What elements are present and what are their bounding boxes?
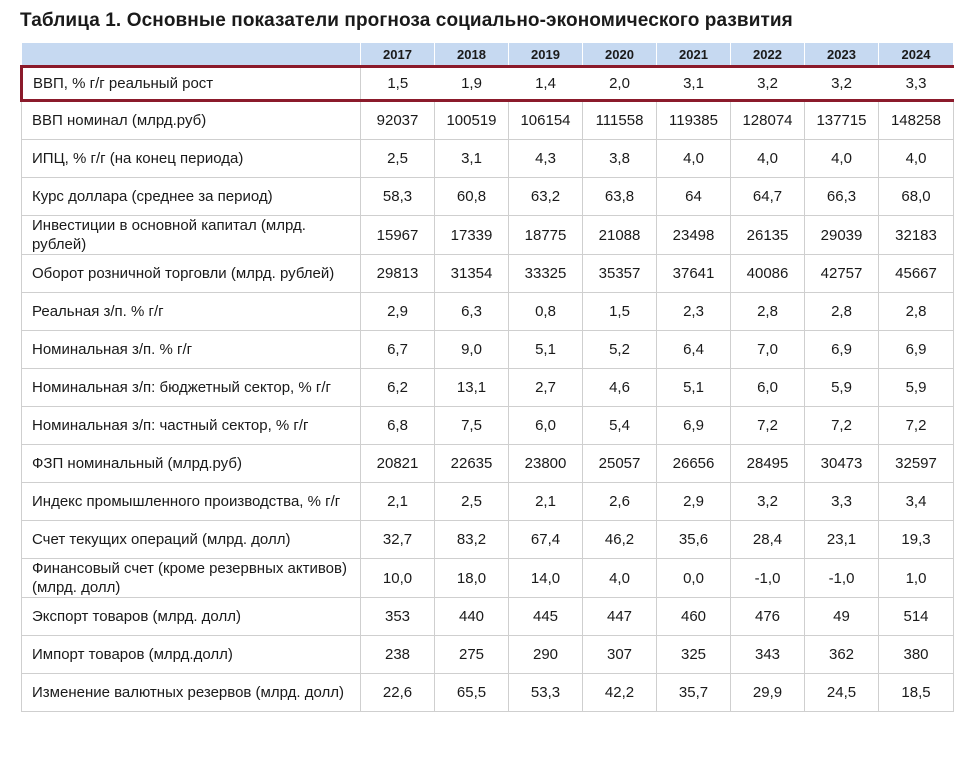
value-cell: 3,4: [879, 483, 954, 521]
value-cell: 4,3: [509, 140, 583, 178]
table-row: [22, 483, 954, 521]
value-cell: 83,2: [435, 521, 509, 559]
header-year-2023: 2023: [805, 43, 879, 67]
table-row: [22, 293, 954, 331]
value-cell: 58,3: [361, 178, 435, 216]
value-cell: 3,1: [435, 140, 509, 178]
table-row: [22, 369, 954, 407]
value-cell: 45667: [879, 255, 954, 293]
value-cell: 2,5: [435, 483, 509, 521]
value-cell: 148258: [879, 101, 954, 140]
table-row: [22, 101, 954, 140]
value-cell: 6,9: [879, 331, 954, 369]
value-cell: 3,3: [879, 67, 954, 101]
value-cell: 68,0: [879, 178, 954, 216]
value-cell: 380: [879, 636, 954, 674]
table-row: [22, 67, 954, 101]
value-cell: 30473: [805, 445, 879, 483]
value-cell: 1,4: [509, 67, 583, 101]
value-cell: 6,8: [361, 407, 435, 445]
value-cell: 26135: [731, 216, 805, 255]
table-row: [22, 140, 954, 178]
value-cell: 26656: [657, 445, 731, 483]
value-cell: 4,0: [879, 140, 954, 178]
value-cell: 29039: [805, 216, 879, 255]
value-cell: 35,6: [657, 521, 731, 559]
value-cell: 19,3: [879, 521, 954, 559]
row-label: Экспорт товаров (млрд. долл): [22, 598, 361, 636]
value-cell: 6,0: [509, 407, 583, 445]
value-cell: 40086: [731, 255, 805, 293]
value-cell: 1,0: [879, 559, 954, 598]
value-cell: 275: [435, 636, 509, 674]
row-label: Оборот розничной торговли (млрд. рублей): [22, 255, 361, 293]
table-row: [22, 445, 954, 483]
value-cell: 6,0: [731, 369, 805, 407]
value-cell: 514: [879, 598, 954, 636]
value-cell: 20821: [361, 445, 435, 483]
row-label: Счет текущих операций (млрд. долл): [22, 521, 361, 559]
value-cell: 2,0: [583, 67, 657, 101]
value-cell: 7,5: [435, 407, 509, 445]
value-cell: 92037: [361, 101, 435, 140]
table-row: [22, 178, 954, 216]
row-label: Номинальная з/п. % г/г: [22, 331, 361, 369]
value-cell: 290: [509, 636, 583, 674]
value-cell: 7,2: [879, 407, 954, 445]
value-cell: 22,6: [361, 674, 435, 712]
value-cell: 22635: [435, 445, 509, 483]
value-cell: 5,9: [879, 369, 954, 407]
value-cell: 63,8: [583, 178, 657, 216]
value-cell: 476: [731, 598, 805, 636]
table-row: [22, 636, 954, 674]
value-cell: 6,9: [805, 331, 879, 369]
table-row: [22, 598, 954, 636]
value-cell: 25057: [583, 445, 657, 483]
row-label: Реальная з/п. % г/г: [22, 293, 361, 331]
row-label: Финансовый счет (кроме резервных активов) (млрд. долл): [22, 559, 361, 598]
header-year-2017: 2017: [361, 43, 435, 67]
value-cell: 1,5: [361, 67, 435, 101]
value-cell: 128074: [731, 101, 805, 140]
value-cell: 325: [657, 636, 731, 674]
value-cell: 2,8: [879, 293, 954, 331]
value-cell: 5,2: [583, 331, 657, 369]
value-cell: 14,0: [509, 559, 583, 598]
row-label: ИПЦ, % г/г (на конец периода): [22, 140, 361, 178]
row-label: Номинальная з/п: бюджетный сектор, % г/г: [22, 369, 361, 407]
value-cell: 29813: [361, 255, 435, 293]
value-cell: 111558: [583, 101, 657, 140]
value-cell: 362: [805, 636, 879, 674]
value-cell: 5,1: [509, 331, 583, 369]
value-cell: 2,6: [583, 483, 657, 521]
value-cell: 5,9: [805, 369, 879, 407]
value-cell: 2,5: [361, 140, 435, 178]
value-cell: 28495: [731, 445, 805, 483]
value-cell: 3,2: [805, 67, 879, 101]
value-cell: 137715: [805, 101, 879, 140]
value-cell: 32,7: [361, 521, 435, 559]
value-cell: 18,5: [879, 674, 954, 712]
value-cell: 21088: [583, 216, 657, 255]
value-cell: 18,0: [435, 559, 509, 598]
value-cell: 67,4: [509, 521, 583, 559]
value-cell: 0,0: [657, 559, 731, 598]
value-cell: 1,5: [583, 293, 657, 331]
row-label: Изменение валютных резервов (млрд. долл): [22, 674, 361, 712]
value-cell: 445: [509, 598, 583, 636]
value-cell: 53,3: [509, 674, 583, 712]
value-cell: 1,9: [435, 67, 509, 101]
value-cell: 31354: [435, 255, 509, 293]
value-cell: 60,8: [435, 178, 509, 216]
header-year-2020: 2020: [583, 43, 657, 67]
value-cell: 6,4: [657, 331, 731, 369]
value-cell: 238: [361, 636, 435, 674]
value-cell: 353: [361, 598, 435, 636]
value-cell: 440: [435, 598, 509, 636]
value-cell: 4,0: [657, 140, 731, 178]
value-cell: 7,2: [805, 407, 879, 445]
value-cell: 3,3: [805, 483, 879, 521]
value-cell: 49: [805, 598, 879, 636]
value-cell: 3,2: [731, 483, 805, 521]
value-cell: 343: [731, 636, 805, 674]
value-cell: 0,8: [509, 293, 583, 331]
value-cell: 100519: [435, 101, 509, 140]
value-cell: 10,0: [361, 559, 435, 598]
table-row: [22, 216, 954, 255]
row-label: ВВП номинал (млрд.руб): [22, 101, 361, 140]
value-cell: 64: [657, 178, 731, 216]
table-row: [22, 407, 954, 445]
header-year-2022: 2022: [731, 43, 805, 67]
header-year-2019: 2019: [509, 43, 583, 67]
value-cell: 4,6: [583, 369, 657, 407]
value-cell: 7,0: [731, 331, 805, 369]
value-cell: 64,7: [731, 178, 805, 216]
header-year-2024: 2024: [879, 43, 954, 67]
value-cell: 460: [657, 598, 731, 636]
table-row: [22, 674, 954, 712]
value-cell: 37641: [657, 255, 731, 293]
row-label: ФЗП номинальный (млрд.руб): [22, 445, 361, 483]
value-cell: 42,2: [583, 674, 657, 712]
value-cell: 5,1: [657, 369, 731, 407]
value-cell: 6,3: [435, 293, 509, 331]
value-cell: 3,8: [583, 140, 657, 178]
value-cell: 119385: [657, 101, 731, 140]
value-cell: 23800: [509, 445, 583, 483]
value-cell: 4,0: [583, 559, 657, 598]
value-cell: 4,0: [805, 140, 879, 178]
value-cell: 4,0: [731, 140, 805, 178]
row-label: Импорт товаров (млрд.долл): [22, 636, 361, 674]
value-cell: 3,1: [657, 67, 731, 101]
value-cell: 23,1: [805, 521, 879, 559]
value-cell: 106154: [509, 101, 583, 140]
page-title: Таблица 1. Основные показатели прогноза социально-экономического развития: [20, 10, 793, 31]
value-cell: 2,8: [805, 293, 879, 331]
header-label-cell: [22, 43, 361, 67]
value-cell: 24,5: [805, 674, 879, 712]
value-cell: 2,1: [509, 483, 583, 521]
value-cell: 17339: [435, 216, 509, 255]
value-cell: 32183: [879, 216, 954, 255]
value-cell: 6,9: [657, 407, 731, 445]
value-cell: 29,9: [731, 674, 805, 712]
table-row: [22, 521, 954, 559]
value-cell: 2,1: [361, 483, 435, 521]
forecast-table: [20, 43, 954, 712]
table-body: [22, 67, 954, 712]
value-cell: 23498: [657, 216, 731, 255]
value-cell: 32597: [879, 445, 954, 483]
header-row: [22, 43, 954, 67]
row-label: Инвестиции в основной капитал (млрд. рублей): [22, 216, 361, 255]
value-cell: 3,2: [731, 67, 805, 101]
value-cell: 307: [583, 636, 657, 674]
table-row: [22, 255, 954, 293]
row-label: Номинальная з/п: частный сектор, % г/г: [22, 407, 361, 445]
value-cell: 2,3: [657, 293, 731, 331]
row-label: Индекс промышленного производства, % г/г: [22, 483, 361, 521]
value-cell: 66,3: [805, 178, 879, 216]
value-cell: 2,9: [361, 293, 435, 331]
header-year-2018: 2018: [435, 43, 509, 67]
value-cell: 9,0: [435, 331, 509, 369]
value-cell: 7,2: [731, 407, 805, 445]
value-cell: 6,2: [361, 369, 435, 407]
value-cell: -1,0: [731, 559, 805, 598]
value-cell: 35357: [583, 255, 657, 293]
value-cell: 2,8: [731, 293, 805, 331]
value-cell: 65,5: [435, 674, 509, 712]
table-row: [22, 559, 954, 598]
value-cell: 18775: [509, 216, 583, 255]
value-cell: 35,7: [657, 674, 731, 712]
value-cell: 42757: [805, 255, 879, 293]
value-cell: 15967: [361, 216, 435, 255]
value-cell: 28,4: [731, 521, 805, 559]
value-cell: -1,0: [805, 559, 879, 598]
value-cell: 63,2: [509, 178, 583, 216]
value-cell: 6,7: [361, 331, 435, 369]
value-cell: 5,4: [583, 407, 657, 445]
header-year-2021: 2021: [657, 43, 731, 67]
row-label: Курс доллара (среднее за период): [22, 178, 361, 216]
value-cell: 2,7: [509, 369, 583, 407]
value-cell: 447: [583, 598, 657, 636]
value-cell: 2,9: [657, 483, 731, 521]
value-cell: 33325: [509, 255, 583, 293]
row-label: ВВП, % г/г реальный рост: [22, 67, 361, 101]
value-cell: 46,2: [583, 521, 657, 559]
table-header: [22, 43, 954, 67]
value-cell: 13,1: [435, 369, 509, 407]
table-row: [22, 331, 954, 369]
forecast-table-container: [20, 43, 952, 712]
